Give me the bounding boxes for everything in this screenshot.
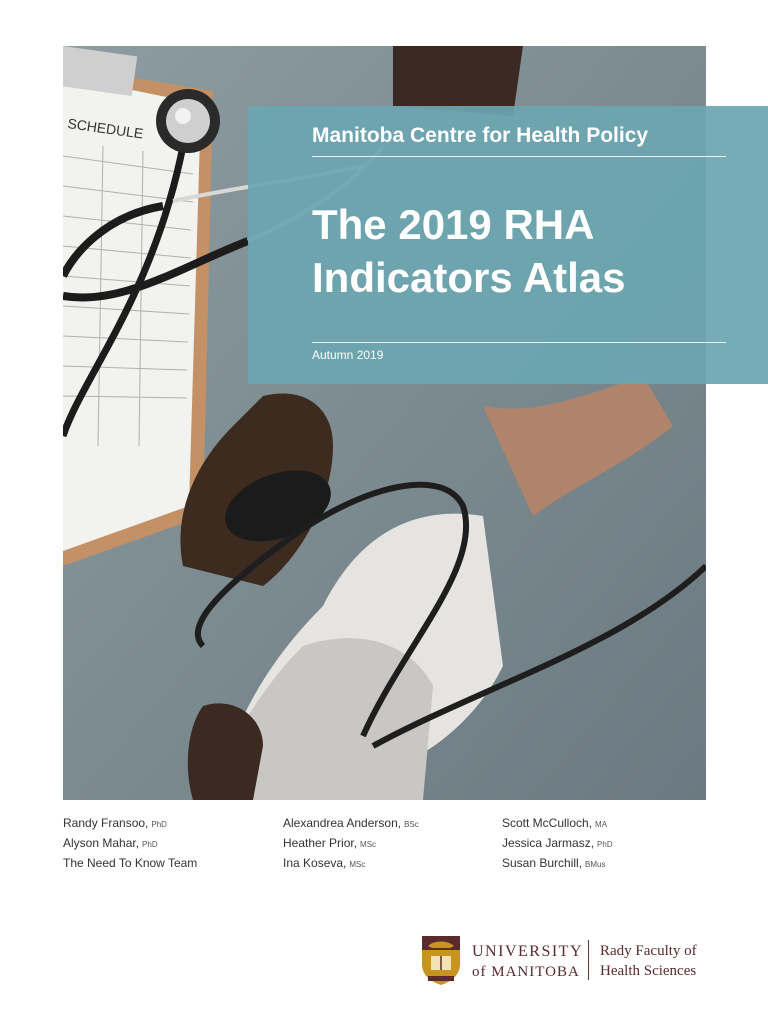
author-credential: MSc [349, 860, 366, 869]
author-name: Ina Koseva, [283, 856, 347, 870]
author-credential: MA [595, 820, 608, 829]
author-credential: MSc [360, 840, 377, 849]
author [63, 854, 197, 872]
logo-divider [588, 940, 589, 980]
title-divider-bottom [312, 342, 726, 343]
crest-icon [420, 934, 462, 986]
author-credential: BSc [404, 820, 419, 829]
authors-column-2 [283, 814, 419, 874]
university-line2: of MANITOBA [472, 964, 580, 980]
faculty-line1: Rady Faculty of [600, 943, 697, 959]
author-credential: PhD [142, 840, 158, 849]
author-name: Alyson Mahar, [63, 836, 140, 850]
author [63, 814, 197, 834]
organization-name: Manitoba Centre for Health Policy [312, 124, 649, 147]
author [283, 854, 419, 874]
author-name: The Need To Know Team [63, 856, 198, 870]
university-line1: UNIVERSITY [472, 943, 583, 960]
author-name: Alexandrea Anderson, [283, 816, 402, 830]
authors-column-1 [63, 814, 197, 872]
faculty-wordmark [600, 941, 697, 981]
title-panel [248, 106, 768, 384]
schedule-text: SCHEDULE [66, 115, 145, 142]
university-wordmark [472, 942, 583, 982]
university-logo [420, 934, 710, 988]
author [283, 814, 419, 834]
author-name: Scott McCulloch, [502, 816, 593, 830]
authors-column-3 [502, 814, 613, 874]
author [283, 834, 419, 854]
author [502, 854, 613, 874]
author-credential: PhD [151, 820, 167, 829]
publication-date: Autumn 2019 [312, 348, 384, 362]
author-credential: BMus [585, 860, 606, 869]
author-name: Randy Fransoo, [63, 816, 149, 830]
author [502, 814, 613, 834]
title-divider-top [312, 156, 726, 157]
author [63, 834, 197, 854]
author-name: Jessica Jarmasz, [502, 836, 595, 850]
faculty-line2: Health Sciences [600, 963, 697, 979]
author [502, 834, 613, 854]
author-name: Susan Burchill, [502, 856, 583, 870]
document-title: The 2019 RHA Indicators Atlas [312, 201, 626, 301]
author-credential: PhD [597, 840, 613, 849]
author-name: Heather Prior, [283, 836, 358, 850]
